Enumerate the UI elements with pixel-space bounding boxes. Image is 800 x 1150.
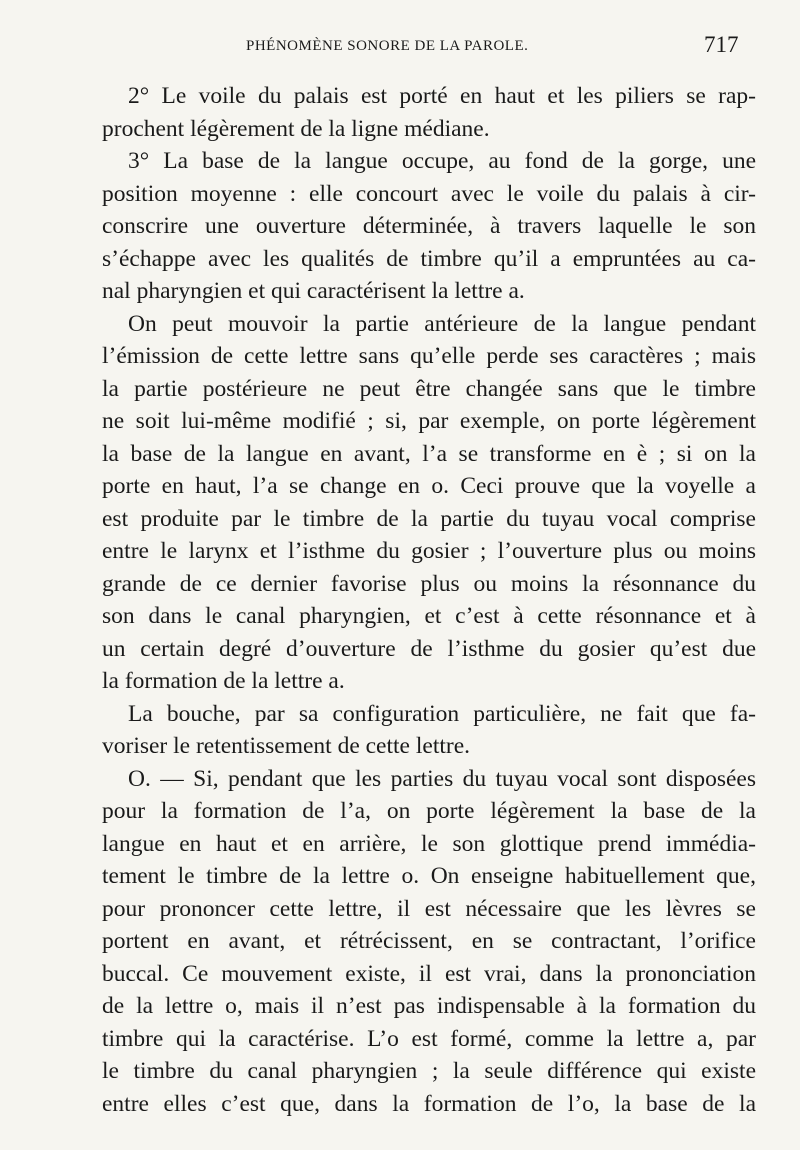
text-line: s’échappe avec les qualités de timbre qu’il a empruntées au ca- xyxy=(102,245,756,272)
text-line: porte en haut, l’a se change en o. Ceci prouve que la voyelle a xyxy=(102,473,756,499)
text-line: O. — Si, pendant que les parties du tuyau vocal sont disposées xyxy=(128,765,756,792)
text-line: de la lettre o, mais il n’est pas indispensable à la formation du xyxy=(102,993,756,1019)
text-line: est produite par le timbre de la partie du tuyau vocal comprise xyxy=(102,505,756,532)
text-line: l’émission de cette lettre sans qu’elle perde ses caractères ; mais xyxy=(102,343,756,369)
text-line: timbre qui la caractérise. L’o est formé, comme la lettre a, par xyxy=(102,1025,756,1052)
paragraph xyxy=(102,80,756,145)
text-line: un certain degré d’ouverture de l’isthme du gosier qu’est due xyxy=(102,635,756,662)
page-number: 717 xyxy=(704,32,739,57)
paragraph xyxy=(102,698,756,763)
body-text xyxy=(102,80,756,1120)
text-line: la base de la langue en avant, l’a se transforme en è ; si on la xyxy=(102,440,756,467)
text-line: 3° La base de la langue occupe, au fond de la gorge, une xyxy=(128,148,756,174)
text-line: tement le timbre de la lettre o. On enseigne habituellement que, xyxy=(102,863,756,889)
text-line: buccal. Ce mouvement existe, il est vrai, dans la prononciation xyxy=(102,960,756,987)
text-line: conscrire une ouverture déterminée, à travers laquelle le son xyxy=(102,213,756,239)
paragraph xyxy=(102,145,756,308)
text-line: portent en avant, et rétrécissent, en se contractant, l’orifice xyxy=(102,928,756,954)
running-head xyxy=(0,30,800,64)
text-line: langue en haut et en arrière, le son glottique prend immédia- xyxy=(102,830,756,857)
paragraph xyxy=(102,308,756,698)
text-line: On peut mouvoir la partie antérieure de la langue pendant xyxy=(128,310,756,337)
text-line: entre elles c’est que, dans la formation de l’o, la base de la xyxy=(102,1090,756,1117)
text-line: le timbre du canal pharyngien ; la seule différence qui existe xyxy=(102,1058,756,1084)
text-line: nal pharyngien et qui caractérisent la lettre a. xyxy=(102,278,525,304)
text-line: entre le larynx et l’isthme du gosier ; l’ouverture plus ou moins xyxy=(102,538,756,564)
text-line: La bouche, par sa configuration particulière, ne fait que fa- xyxy=(128,700,756,727)
text-line: grande de ce dernier favorise plus ou moins la résonnance du xyxy=(102,570,756,597)
running-head-title: PHÉNOMÈNE SONORE DE LA PAROLE. xyxy=(246,38,529,54)
text-line: ne soit lui-même modifié ; si, par exemple, on porte légèrement xyxy=(102,408,756,434)
text-line: la formation de la lettre a. xyxy=(102,668,345,694)
paragraph xyxy=(102,763,756,1121)
text-line: 2° Le voile du palais est porté en haut et les piliers se rap- xyxy=(128,83,756,109)
text-line: position moyenne : elle concourt avec le voile du palais à cir- xyxy=(102,180,756,207)
text-line: voriser le retentissement de cette lettre. xyxy=(102,733,471,759)
text-line: pour la formation de l’a, on porte légèrement la base de la xyxy=(102,798,756,824)
text-line: son dans le canal pharyngien, et c’est à cette résonnance et à xyxy=(102,603,756,629)
text-line: pour prononcer cette lettre, il est nécessaire que les lèvres se xyxy=(102,895,756,922)
text-line: la partie postérieure ne peut être changée sans que le timbre xyxy=(102,375,756,402)
text-line: prochent légèrement de la ligne médiane. xyxy=(102,115,490,142)
